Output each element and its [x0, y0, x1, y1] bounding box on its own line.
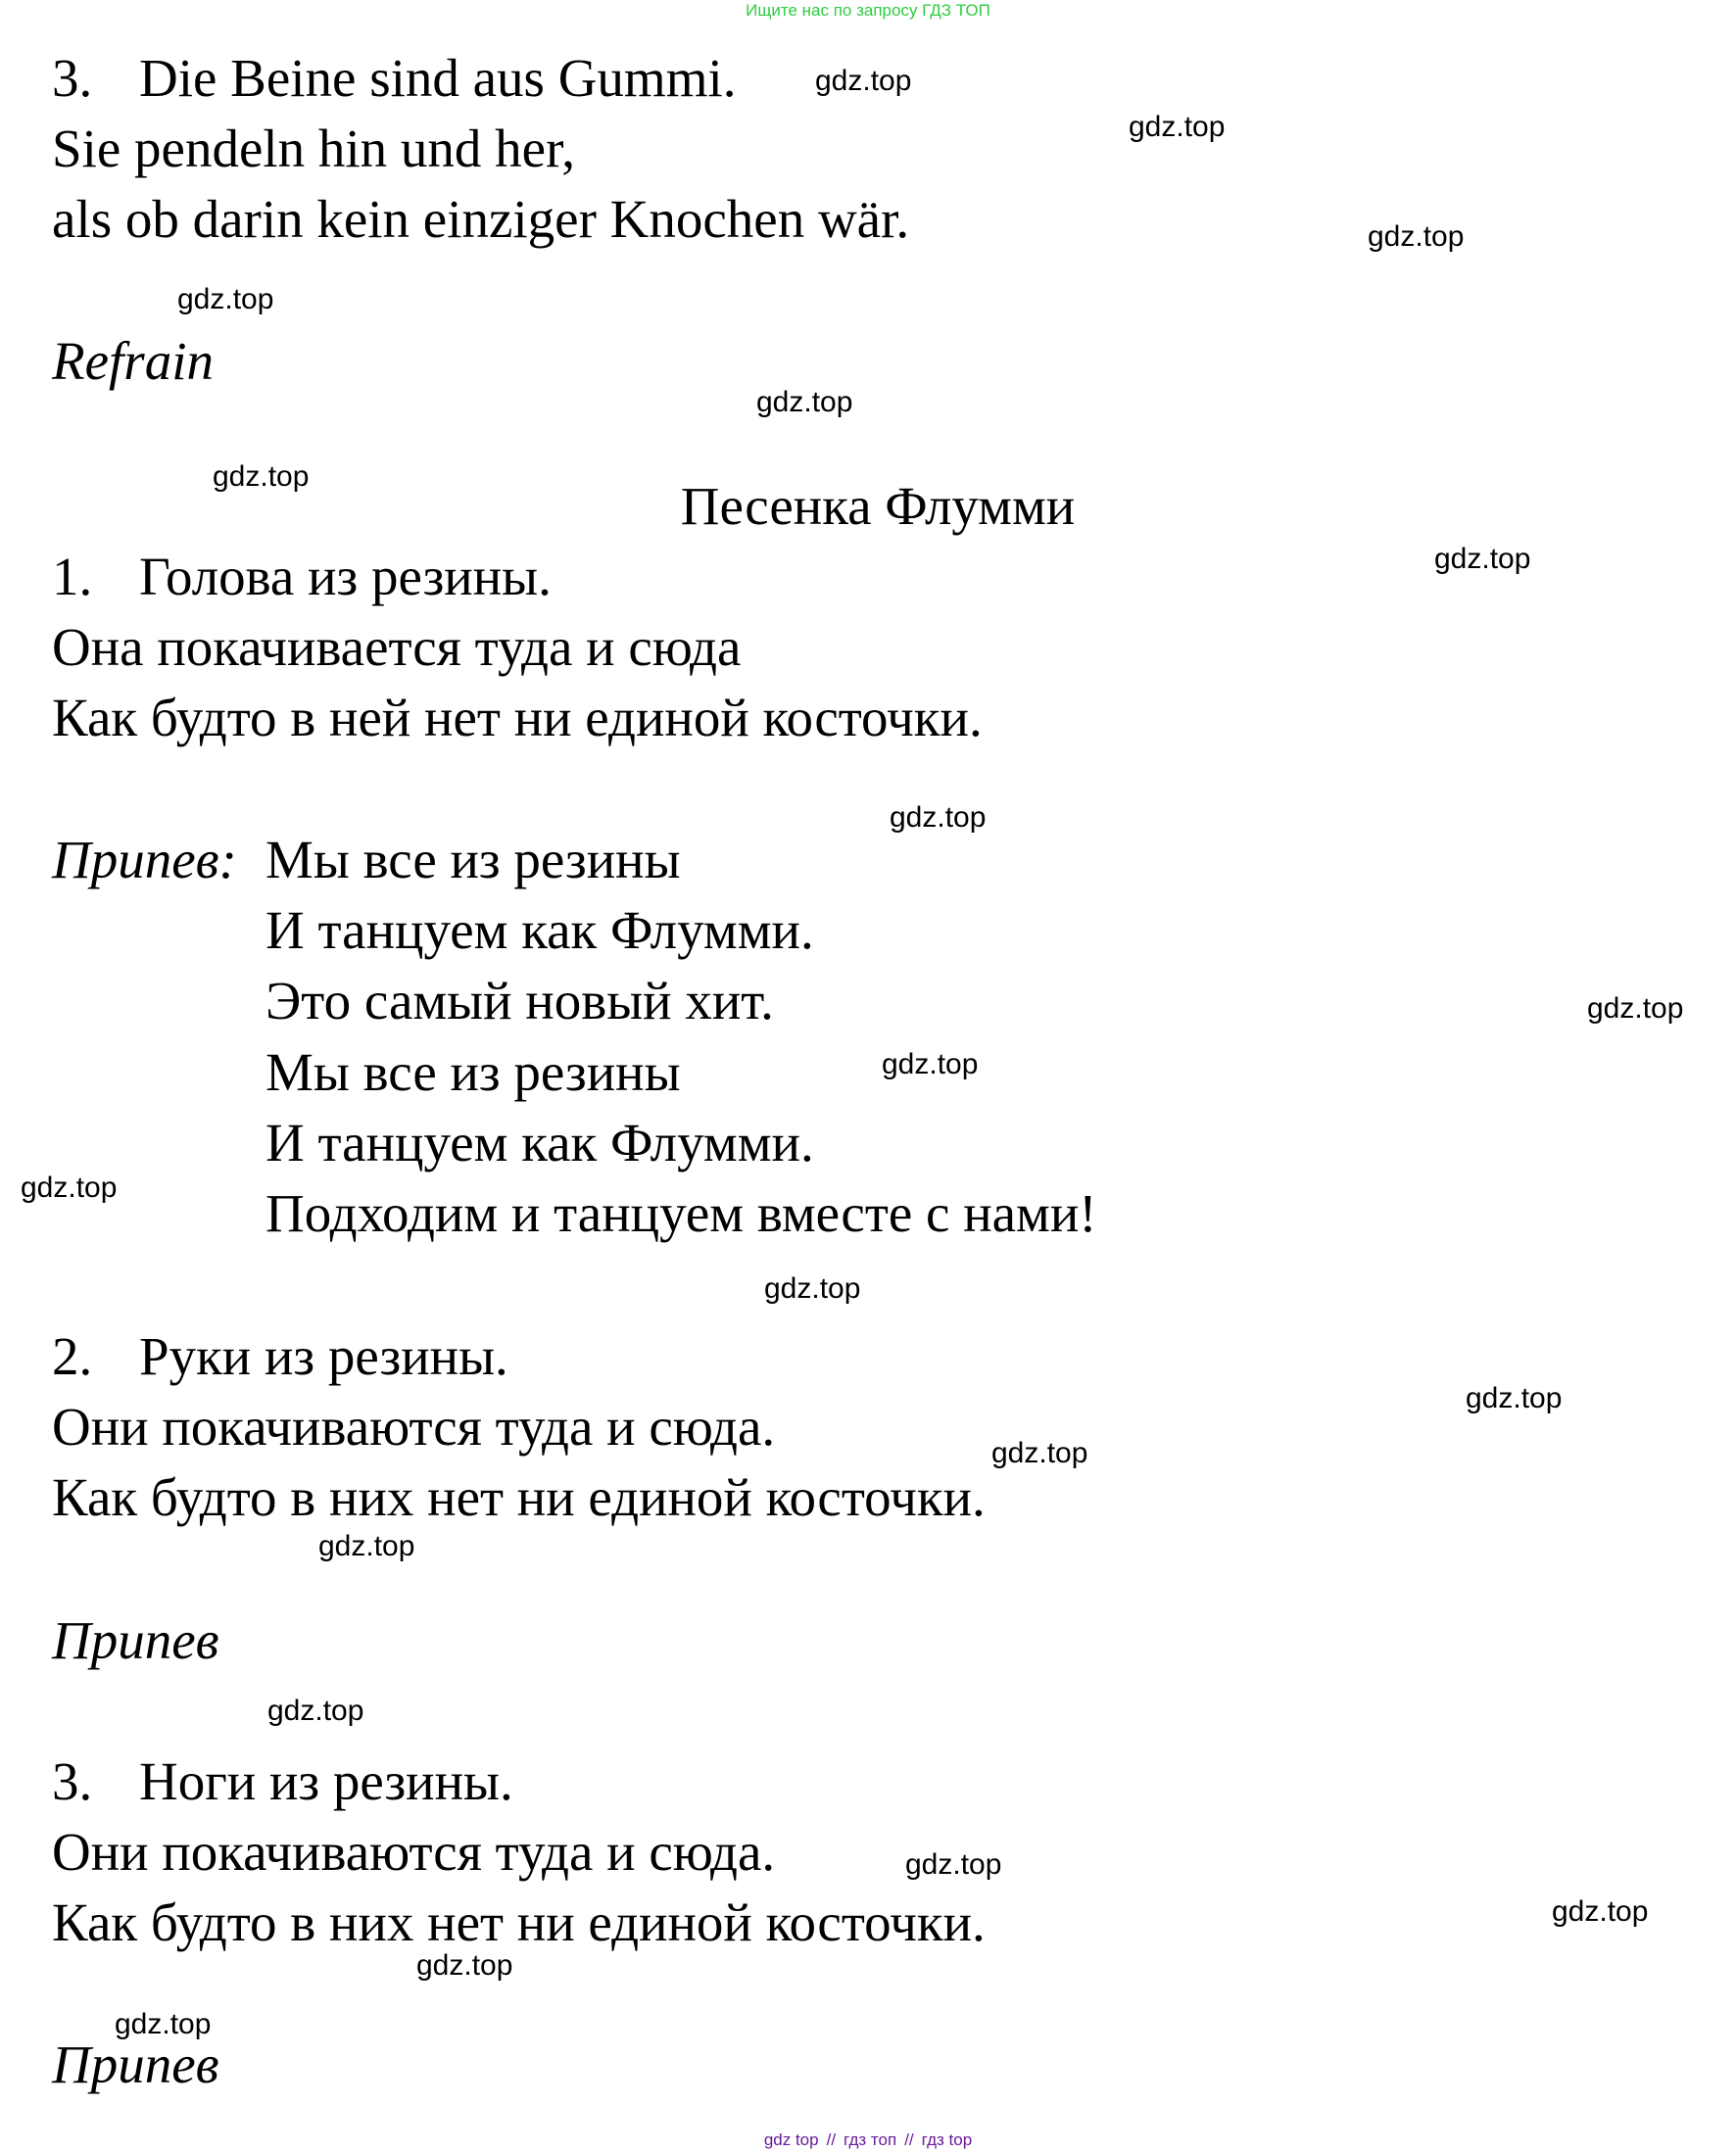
watermark: gdz.top — [267, 1695, 364, 1727]
ru-verse1-line2: Она покачивается туда и сюда — [52, 617, 742, 677]
ru-verse2-line3: Как будто в них нет ни единой косточки. — [52, 1467, 986, 1527]
chorus-line: Мы все из резины — [265, 830, 681, 889]
german-verse3-line2: Sie pendeln hin und her, — [52, 119, 575, 178]
watermark: gdz.top — [882, 1048, 979, 1080]
chorus-line: И танцуем как Флумми. — [265, 1113, 814, 1172]
footer-part: гдз top — [921, 2130, 973, 2149]
verse-text: Ноги из резины. — [139, 1751, 513, 1811]
watermark: gdz.top — [177, 283, 274, 315]
ru-verse3-line3: Как будто в них нет ни единой косточки. — [52, 1892, 986, 1952]
ru-verse2-line1 — [52, 1324, 508, 1389]
ru-verse1-line3: Как будто в ней нет ни единой косточки. — [52, 688, 983, 747]
watermark: gdz.top — [815, 65, 912, 97]
watermark: gdz.top — [115, 2008, 212, 2040]
footer-part: gdz top — [763, 2130, 819, 2149]
footer — [0, 2129, 1736, 2151]
verse-number: 1. — [52, 547, 93, 606]
chorus-label: Припев: — [52, 830, 237, 889]
chorus-line: Подходим и танцуем вместе с нами! — [265, 1183, 1097, 1243]
refrain-label-2: Припев — [52, 2034, 219, 2094]
watermark: gdz.top — [991, 1437, 1088, 1469]
verse-text: Die Beine sind aus Gummi. — [139, 48, 737, 108]
ru-verse2-line2: Они покачиваются туда и сюда. — [52, 1397, 776, 1457]
verse-text: Голова из резины. — [139, 547, 552, 606]
chorus-line: И танцуем как Флумми. — [265, 900, 814, 960]
watermark: gdz.top — [890, 801, 987, 834]
verse-number: 3. — [52, 48, 93, 108]
footer-part: гдз топ — [844, 2130, 897, 2149]
footer-separator: // — [904, 2130, 914, 2149]
top-banner: Ищите нас по запросу ГДЗ ТОП — [746, 1, 990, 20]
ru-verse3-line1 — [52, 1749, 513, 1814]
ru-verse3-line2: Они покачиваются туда и сюда. — [52, 1822, 776, 1882]
watermark: gdz.top — [416, 1949, 513, 1982]
watermark: gdz.top — [1368, 220, 1465, 253]
ru-verse1-line1 — [52, 545, 552, 609]
watermark: gdz.top — [905, 1848, 1002, 1881]
german-verse3-line1 — [52, 46, 737, 111]
verse-number: 2. — [52, 1326, 93, 1386]
watermark: gdz.top — [756, 386, 853, 418]
refrain-label-1: Припев — [52, 1610, 219, 1670]
watermark: gdz.top — [1587, 992, 1684, 1025]
verse-number: 3. — [52, 1751, 93, 1811]
watermark: gdz.top — [1552, 1895, 1649, 1928]
watermark: gdz.top — [1466, 1382, 1563, 1414]
watermark: gdz.top — [764, 1272, 861, 1305]
watermark: gdz.top — [21, 1172, 118, 1204]
chorus-line: Это самый новый хит. — [265, 971, 774, 1030]
song-title: Песенка Флумми — [680, 476, 1076, 536]
watermark: gdz.top — [1129, 111, 1226, 143]
watermark: gdz.top — [1434, 543, 1531, 575]
watermark: gdz.top — [213, 460, 310, 493]
verse-text: Руки из резины. — [139, 1326, 508, 1386]
german-refrain-label: Refrain — [52, 331, 214, 391]
footer-separator: // — [826, 2130, 837, 2149]
german-verse3-line3: als ob darin kein einziger Knochen wär. — [52, 189, 910, 249]
chorus-line: Мы все из резины — [265, 1042, 681, 1102]
watermark: gdz.top — [318, 1530, 415, 1562]
